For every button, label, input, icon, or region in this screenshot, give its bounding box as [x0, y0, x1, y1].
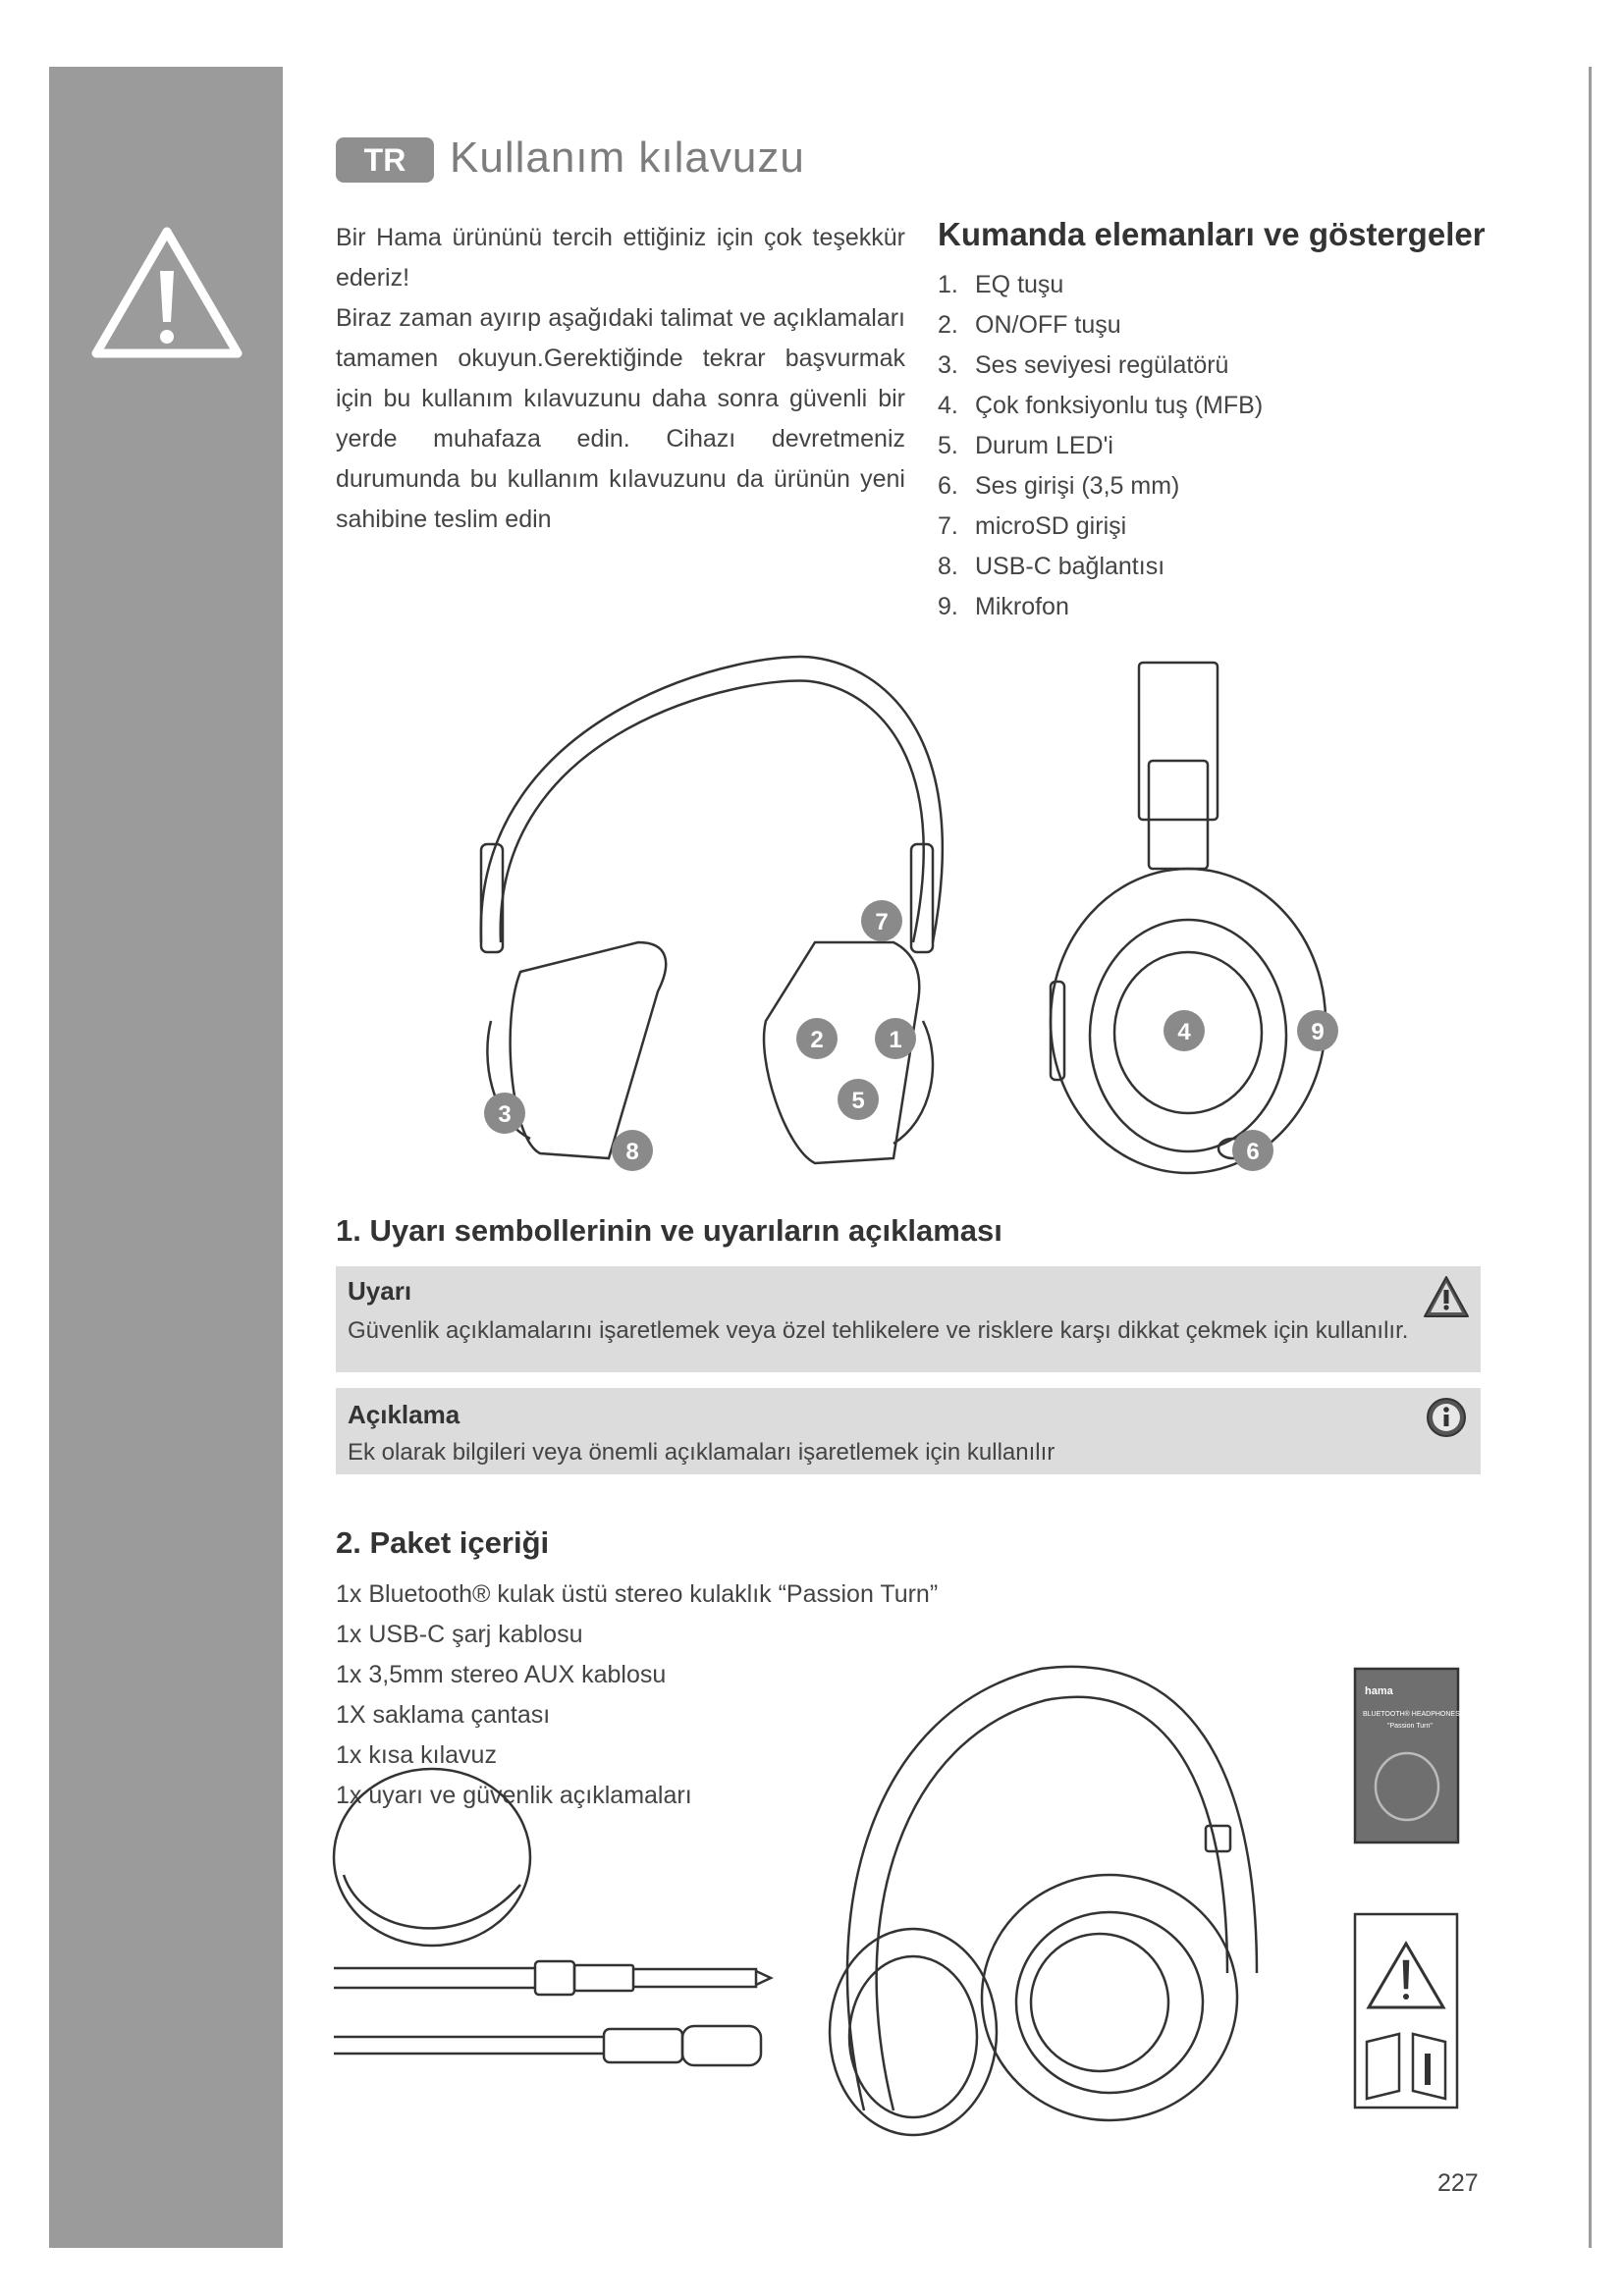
list-item: 1X saklama çantası	[336, 1701, 551, 1729]
svg-text:9: 9	[1311, 1019, 1325, 1045]
list-item: 8. USB-C bağlantısı	[938, 553, 1165, 580]
list-item: 1x Bluetooth® kulak üstü stereo kulaklık “Passion Turn”	[336, 1580, 939, 1608]
callout-3	[484, 1093, 525, 1134]
list-item: 5. Durum LED'i	[938, 432, 1113, 459]
list-item: 4. Çok fonksiyonlu tuş (MFB)	[938, 392, 1264, 419]
note-title: Açıklama	[348, 1400, 460, 1429]
page-number: 227	[1437, 2169, 1479, 2197]
booklet-model: "Passion Turn"	[1387, 1723, 1433, 1730]
callout-1	[875, 1018, 916, 1059]
headphones-controls-diagram	[461, 648, 1345, 1198]
svg-text:3: 3	[498, 1101, 512, 1128]
warning-title: Uyarı	[348, 1276, 412, 1306]
svg-text:2: 2	[810, 1027, 824, 1053]
controls-heading: Kumanda elemanları ve göstergeler	[938, 216, 1486, 252]
callout-8	[612, 1130, 653, 1171]
warning-text: Güvenlik açıklamalarını işaretlemek veya özel tehlikelere ve risklere karşı dikkat çekmek için kullanılır.	[348, 1317, 1409, 1344]
svg-text:1: 1	[889, 1027, 902, 1053]
svg-text:8: 8	[625, 1139, 639, 1165]
aux-cable	[334, 1968, 535, 1988]
booklet-subtitle: BLUETOOTH® HEADPHONES	[1363, 1711, 1460, 1718]
info-icon	[1422, 1396, 1471, 1441]
intro-paragraph-instructions: Biraz zaman ayırıp aşağıdaki talimat ve açıklamaları tamamen okuyun.Gerektiğinde tekrar başvurmak için bu kullanım kılavuzunu daha sonra güvenli bir yerde muhafaza edin. Cihazı devretmeniz durumunda bu kullanım kılavuzunu da ürünün yeni sahibine teslim edin	[336, 304, 905, 533]
callout-5	[838, 1079, 879, 1120]
list-item: 6. Ses girişi (3,5 mm)	[938, 472, 1180, 500]
svg-text:7: 7	[875, 909, 889, 935]
language-badge: TR	[336, 137, 434, 183]
list-item: 1x kısa kılavuz	[336, 1741, 497, 1769]
callout-2	[796, 1018, 838, 1059]
warning-box	[336, 1266, 1481, 1372]
list-item: 1. EQ tuşu	[938, 271, 1064, 298]
note-box	[336, 1388, 1481, 1474]
controls-list	[938, 265, 1263, 627]
list-item: 2. ON/OFF tuşu	[938, 311, 1121, 339]
list-item: 3. Ses seviyesi regülatörü	[938, 351, 1229, 379]
headphones-illustration	[830, 1667, 1257, 2135]
booklet-brand: hama	[1365, 1685, 1393, 1697]
callout-4	[1164, 1010, 1205, 1051]
warning-triangle-icon	[88, 224, 245, 361]
callout-6	[1232, 1130, 1273, 1171]
list-item: 9. Mikrofon	[938, 593, 1069, 620]
page-title: Kullanım kılavuzu	[450, 133, 805, 182]
section-1-heading: 1. Uyarı sembollerinin ve uyarıların açıklaması	[336, 1213, 1002, 1248]
svg-text:4: 4	[1177, 1019, 1191, 1045]
intro-text	[336, 218, 905, 540]
intro-paragraph-thanks: Bir Hama ürününü tercih ettiğiniz için çok teşekkür ederiz!	[336, 224, 905, 292]
list-item: 7. microSD girişi	[938, 512, 1127, 540]
svg-text:5: 5	[851, 1088, 865, 1114]
list-item: 1x uyarı ve güvenlik açıklamaları	[336, 1782, 692, 1809]
sidebar-band	[49, 67, 283, 2248]
section-2-heading: 2. Paket içeriği	[336, 1525, 550, 1560]
list-item: 1x USB-C şarj kablosu	[336, 1621, 583, 1648]
storage-pouch	[334, 1769, 530, 1946]
callout-7	[861, 900, 902, 941]
note-text: Ek olarak bilgileri veya önemli açıklamaları işaretlemek için kullanılır	[348, 1439, 1056, 1466]
right-margin-rule	[1589, 67, 1592, 2248]
svg-text:6: 6	[1246, 1139, 1260, 1165]
list-item: 1x 3,5mm stereo AUX kablosu	[336, 1661, 667, 1688]
package-contents-illustration	[324, 1649, 1492, 2160]
usb-c-cable	[334, 2037, 604, 2054]
warning-icon	[1422, 1274, 1471, 1319]
callout-9	[1297, 1010, 1338, 1051]
